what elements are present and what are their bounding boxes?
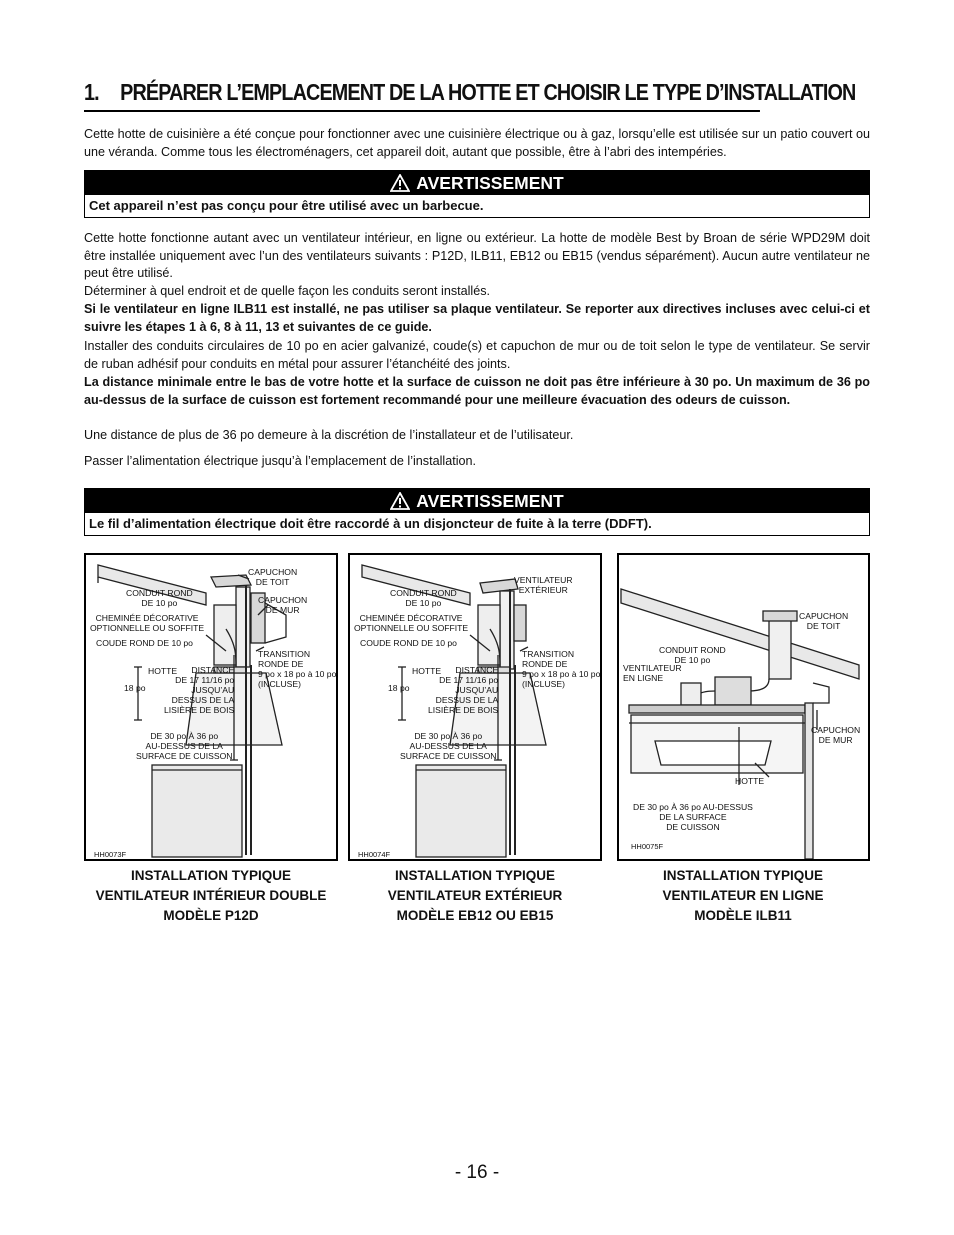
label-duct: CONDUIT ROND DE 10 po [659,645,726,665]
caption-line: MODÈLE EB12 OU EB15 [396,908,554,923]
warning-header [85,171,869,195]
warning-title: AVERTISSEMENT [416,172,564,193]
label-distance: DISTANCE DE 17 11/16 po JUSQU’AU DESSUS DE LA LISIÈRE DE BOIS [164,665,235,715]
body-paragraph-over-36: Une distance de plus de 36 po demeure à la discrétion de l’installateur et de l’utilisateur. [84,428,574,442]
label-hood: HOTTE [735,776,765,786]
figure-id: HH0073F [94,850,127,859]
page-number: - 16 - [454,1162,500,1183]
warning-title: AVERTISSEMENT [416,490,564,511]
label-cooking-surface: DE 30 po À 36 po AU-DESSUS DE LA SURFACE DE CUISSON [136,731,233,761]
label-distance: DISTANCE DE 17 11/16 po JUSQU’AU DESSUS DE LA LISIÈRE DE BOIS [428,665,499,715]
body-paragraph-ilb11: Si le ventilateur en ligne ILB11 est installé, ne pas utiliser sa plaque ventilateur. Se reporter aux directives incluses avec celui-ci et suivre les étapes 1 à 6, 8 à 11, 13 et suivantes de ce guide. [84,302,870,334]
caption-line: INSTALLATION TYPIQUE [131,868,291,883]
label-roof-cap: CAPUCHON DE TOIT [799,611,849,631]
caption-line: VENTILATEUR EN LIGNE [662,888,824,903]
caption-indoor-fan [76,866,346,926]
label-transition: TRANSITION RONDE DE 9 po x 18 po à 10 po (INCLUSE) [258,649,337,689]
label-cooking-surface: DE 30 po À 36 po AU-DESSUS DE LA SURFACE DE CUISSON [400,731,497,761]
figure-indoor-fan [84,553,338,861]
label-chimney: CHEMINÉE DÉCORATIVE OPTIONNELLE OU SOFFITE [90,613,205,633]
caption-outdoor-fan [340,866,610,926]
warning-box-gfci [84,488,870,536]
label-cooking-surface: DE 30 po À 36 po AU-DESSUS DE LA SURFACE DE CUISSON [633,802,753,832]
caption-line: VENTILATEUR INTÉRIEUR DOUBLE [95,888,327,903]
label-height: 18 po [388,683,410,693]
body-paragraph-power: Passer l’alimentation électrique jusqu’à l’emplacement de l’installation. [84,454,477,468]
body-paragraph-distance: La distance minimale entre le bas de votre hotte et la surface de cuisson ne doit pas être inférieure à 30 po. Un maximum de 36 po au-dessus de la surface de cuisson est fortement recommandé pour une meilleure évacuation des odeurs de cuisson. [84,375,870,407]
warning-triangle-icon [390,492,410,510]
caption-line: MODÈLE P12D [163,908,259,923]
label-hood: HOTTE [148,666,178,676]
figure-inline-fan [617,553,870,861]
label-wall-cap: CAPUCHON DE MUR [258,595,308,615]
label-wall-cap: CAPUCHON DE MUR [811,725,861,745]
figure-id: HH0074F [358,850,391,859]
label-roof-cap: CAPUCHON DE TOIT [248,567,298,587]
warning-triangle-icon [390,174,410,192]
warning-box-barbecue [84,170,870,218]
section-heading [84,78,856,112]
figure-id: HH0075F [631,842,664,851]
warning-text: Le fil d’alimentation électrique doit être raccordé à un disjoncteur de fuite à la terre (DDFT). [89,516,652,531]
label-elbow: COUDE ROND DE 10 po [360,638,457,648]
label-duct: CONDUIT ROND DE 10 po [390,588,457,608]
caption-line: INSTALLATION TYPIQUE [663,868,823,883]
caption-line: INSTALLATION TYPIQUE [395,868,555,883]
intro-paragraph: Cette hotte de cuisinière a été conçue pour fonctionner avec une cuisinière électrique ou à gaz, lorsqu’elle est utilisée sur un patio couvert ou une véranda. Comme tous les électroménagers, cet appareil doit, autant que possible, être à l’abri des intempéries. [84,127,870,159]
label-hood: HOTTE [412,666,442,676]
body-paragraph-ducts-location: Déterminer à quel endroit et de quelle façon les conduits seront installés. [84,284,491,298]
label-transition: TRANSITION RONDE DE 9 po x 18 po à 10 po (INCLUSE) [522,649,601,689]
caption-inline-fan [608,866,878,926]
label-elbow: COUDE ROND DE 10 po [96,638,193,648]
body-paragraph-fans: Cette hotte fonctionne autant avec un ventilateur intérieur, en ligne ou extérieur. La hotte de modèle Best by Broan de série WPD29M doit être installée uniquement avec l’un des ventilateurs suivants : P12D, ILB11, EB12 ou EB15 (vendus séparément). Aucun autre ventilateur ne peut être utilisé. [84,231,870,280]
caption-line: VENTILATEUR EXTÉRIEUR [387,888,563,903]
label-chimney: CHEMINÉE DÉCORATIVE OPTIONNELLE OU SOFFITE [354,613,469,633]
label-duct: CONDUIT ROND DE 10 po [126,588,193,608]
label-inline-fan: VENTILATEUR EN LIGNE [623,663,682,683]
warning-text: Cet appareil n’est pas conçu pour être utilisé avec un barbecue. [89,198,484,213]
label-outdoor-fan: VENTILATEUR EXTÉRIEUR [514,575,573,595]
figure-outdoor-fan [348,553,602,861]
body-paragraph-duct-material: Installer des conduits circulaires de 10 po en acier galvanizé, coude(s) et capuchon de mur ou de toit selon le type de ventilateur. Se servir de ruban adhésif pour conduits en métal pour assurer l’étanchéité des joints. [84,339,870,371]
section-title: PRÉPARER L’EMPLACEMENT DE LA HOTTE ET CHOISIR LE TYPE D’INSTALLATION [120,79,856,105]
label-height: 18 po [124,683,146,693]
warning-header [85,489,869,513]
caption-line: MODÈLE ILB11 [694,908,792,923]
section-number: 1. [84,79,99,105]
